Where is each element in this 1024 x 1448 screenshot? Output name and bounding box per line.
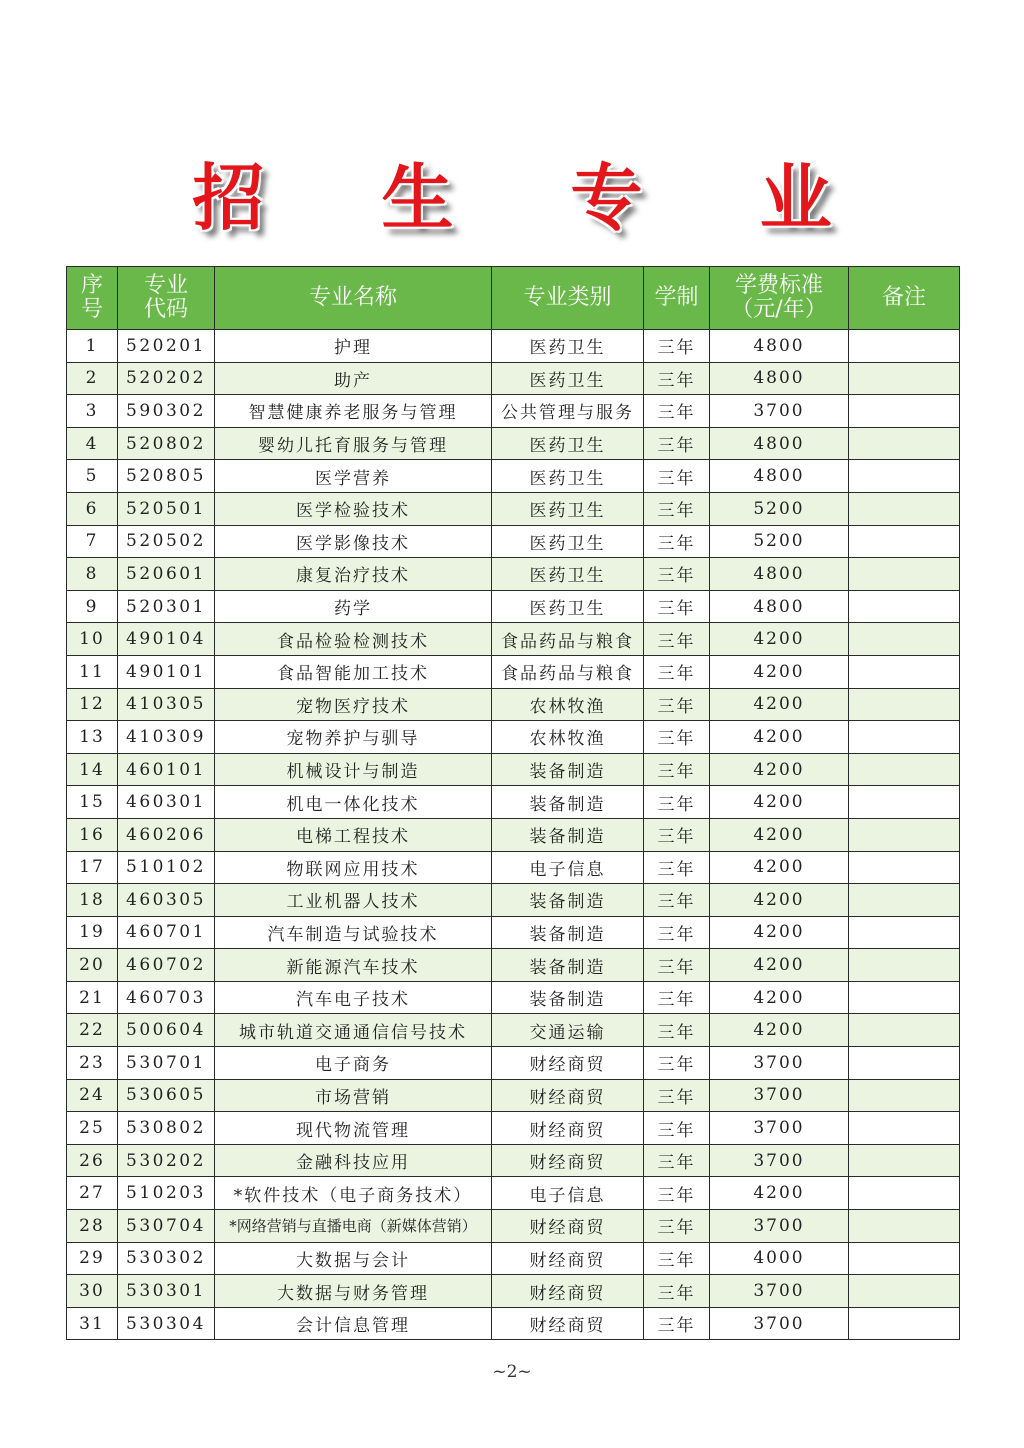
cell-name: 食品检验检测技术: [215, 623, 492, 656]
table-row: [67, 721, 960, 754]
cell-notes: [849, 1177, 960, 1210]
cell-duration: 三年: [644, 1177, 710, 1210]
header-notes: 备注: [849, 267, 960, 330]
cell-duration: 三年: [644, 1112, 710, 1145]
cell-no: 5: [67, 460, 118, 493]
cell-no: 15: [67, 786, 118, 819]
cell-duration: 三年: [644, 851, 710, 884]
cell-category: 农林牧渔: [492, 688, 644, 721]
cell-notes: [849, 525, 960, 558]
table-row: [67, 916, 960, 949]
cell-category: 医药卫生: [492, 525, 644, 558]
cell-notes: [849, 1210, 960, 1243]
cell-code: 490104: [118, 623, 215, 656]
cell-no: 7: [67, 525, 118, 558]
cell-fee: 4800: [710, 590, 849, 623]
cell-no: 22: [67, 1014, 118, 1047]
cell-fee: 4200: [710, 884, 849, 917]
cell-no: 4: [67, 427, 118, 460]
cell-code: 520501: [118, 492, 215, 525]
cell-category: 电子信息: [492, 1177, 644, 1210]
cell-notes: [849, 688, 960, 721]
cell-no: 29: [67, 1242, 118, 1275]
cell-code: 410309: [118, 721, 215, 754]
cell-duration: 三年: [644, 525, 710, 558]
cell-name: 食品智能加工技术: [215, 655, 492, 688]
cell-duration: 三年: [644, 1079, 710, 1112]
cell-notes: [849, 721, 960, 754]
cell-no: 18: [67, 884, 118, 917]
cell-code: 530704: [118, 1210, 215, 1243]
table-row: [67, 1242, 960, 1275]
header-fee: 学费标准 （元/年）: [710, 267, 849, 330]
cell-category: 装备制造: [492, 884, 644, 917]
cell-notes: [849, 753, 960, 786]
cell-code: 520601: [118, 558, 215, 591]
cell-code: 520502: [118, 525, 215, 558]
table-row: [67, 558, 960, 591]
cell-notes: [849, 1047, 960, 1080]
cell-duration: 三年: [644, 590, 710, 623]
cell-duration: 三年: [644, 330, 710, 363]
cell-category: 医药卫生: [492, 330, 644, 363]
cell-no: 27: [67, 1177, 118, 1210]
cell-notes: [849, 395, 960, 428]
page-number: ~2~: [492, 1362, 532, 1382]
cell-category: 电子信息: [492, 851, 644, 884]
cell-fee: 5200: [710, 525, 849, 558]
table-row: [67, 362, 960, 395]
cell-notes: [849, 1242, 960, 1275]
cell-fee: 3700: [710, 1275, 849, 1308]
cell-fee: 4200: [710, 916, 849, 949]
cell-code: 460305: [118, 884, 215, 917]
cell-no: 1: [67, 330, 118, 363]
table-row: [67, 1047, 960, 1080]
cell-code: 530301: [118, 1275, 215, 1308]
cell-name: 康复治疗技术: [215, 558, 492, 591]
table-row: [67, 1275, 960, 1308]
cell-fee: 4200: [710, 688, 849, 721]
cell-category: 财经商贸: [492, 1210, 644, 1243]
table-row: [67, 525, 960, 558]
cell-duration: 三年: [644, 1014, 710, 1047]
cell-fee: 4800: [710, 460, 849, 493]
table-row: [67, 655, 960, 688]
cell-no: 20: [67, 949, 118, 982]
cell-category: 装备制造: [492, 981, 644, 1014]
cell-no: 10: [67, 623, 118, 656]
table-row: [67, 330, 960, 363]
cell-duration: 三年: [644, 395, 710, 428]
cell-no: 30: [67, 1275, 118, 1308]
cell-fee: 4200: [710, 851, 849, 884]
cell-code: 520301: [118, 590, 215, 623]
cell-code: 520805: [118, 460, 215, 493]
cell-fee: 4000: [710, 1242, 849, 1275]
cell-no: 31: [67, 1307, 118, 1340]
cell-name: 大数据与财务管理: [215, 1275, 492, 1308]
cell-code: 500604: [118, 1014, 215, 1047]
table-row: [67, 981, 960, 1014]
cell-category: 医药卫生: [492, 460, 644, 493]
table-row: [67, 492, 960, 525]
cell-category: 医药卫生: [492, 427, 644, 460]
cell-name: 智慧健康养老服务与管理: [215, 395, 492, 428]
cell-code: 530605: [118, 1079, 215, 1112]
cell-name: 药学: [215, 590, 492, 623]
cell-no: 9: [67, 590, 118, 623]
cell-category: 食品药品与粮食: [492, 655, 644, 688]
table-row: [67, 786, 960, 819]
cell-notes: [849, 1275, 960, 1308]
cell-duration: 三年: [644, 753, 710, 786]
cell-code: 460101: [118, 753, 215, 786]
cell-code: 590302: [118, 395, 215, 428]
cell-no: 25: [67, 1112, 118, 1145]
cell-duration: 三年: [644, 1047, 710, 1080]
cell-fee: 3700: [710, 1047, 849, 1080]
page-title: 招 生 专 业: [192, 155, 878, 240]
cell-category: 财经商贸: [492, 1275, 644, 1308]
cell-no: 6: [67, 492, 118, 525]
cell-fee: 4200: [710, 981, 849, 1014]
cell-category: 财经商贸: [492, 1242, 644, 1275]
cell-duration: 三年: [644, 916, 710, 949]
cell-fee: 4200: [710, 1014, 849, 1047]
cell-name: 医学检验技术: [215, 492, 492, 525]
table-row: [67, 590, 960, 623]
cell-category: 财经商贸: [492, 1144, 644, 1177]
cell-notes: [849, 981, 960, 1014]
cell-duration: 三年: [644, 460, 710, 493]
cell-category: 财经商贸: [492, 1047, 644, 1080]
header-category: 专业类别: [492, 267, 644, 330]
cell-name: 电梯工程技术: [215, 818, 492, 851]
cell-code: 410305: [118, 688, 215, 721]
cell-fee: 4800: [710, 330, 849, 363]
table-row: [67, 753, 960, 786]
cell-category: 装备制造: [492, 753, 644, 786]
cell-fee: 3700: [710, 1307, 849, 1340]
cell-code: 520802: [118, 427, 215, 460]
table-row: [67, 1307, 960, 1340]
cell-duration: 三年: [644, 1307, 710, 1340]
table-row: [67, 1079, 960, 1112]
cell-notes: [849, 362, 960, 395]
cell-notes: [849, 330, 960, 363]
cell-name: 助产: [215, 362, 492, 395]
cell-notes: [849, 949, 960, 982]
header-duration: 学制: [644, 267, 710, 330]
cell-category: 装备制造: [492, 949, 644, 982]
cell-code: 460206: [118, 818, 215, 851]
cell-category: 食品药品与粮食: [492, 623, 644, 656]
cell-duration: 三年: [644, 492, 710, 525]
cell-notes: [849, 786, 960, 819]
cell-category: 装备制造: [492, 916, 644, 949]
cell-name: 物联网应用技术: [215, 851, 492, 884]
cell-code: 530302: [118, 1242, 215, 1275]
cell-duration: 三年: [644, 1275, 710, 1308]
cell-name: 机械设计与制造: [215, 753, 492, 786]
cell-notes: [849, 427, 960, 460]
cell-category: 装备制造: [492, 786, 644, 819]
cell-name: 会计信息管理: [215, 1307, 492, 1340]
cell-name: 现代物流管理: [215, 1112, 492, 1145]
cell-duration: 三年: [644, 981, 710, 1014]
table-row: [67, 818, 960, 851]
cell-category: 医药卫生: [492, 558, 644, 591]
cell-duration: 三年: [644, 688, 710, 721]
cell-name: 医学影像技术: [215, 525, 492, 558]
cell-fee: 4200: [710, 655, 849, 688]
cell-fee: 3700: [710, 395, 849, 428]
cell-duration: 三年: [644, 655, 710, 688]
cell-no: 12: [67, 688, 118, 721]
cell-duration: 三年: [644, 1144, 710, 1177]
cell-notes: [849, 623, 960, 656]
cell-duration: 三年: [644, 623, 710, 656]
cell-duration: 三年: [644, 786, 710, 819]
table-row: [67, 1112, 960, 1145]
cell-category: 医药卫生: [492, 590, 644, 623]
cell-code: 460703: [118, 981, 215, 1014]
cell-notes: [849, 851, 960, 884]
cell-duration: 三年: [644, 818, 710, 851]
cell-fee: 3700: [710, 1144, 849, 1177]
cell-name: 电子商务: [215, 1047, 492, 1080]
header-name: 专业名称: [215, 267, 492, 330]
cell-duration: 三年: [644, 1210, 710, 1243]
table-row: [67, 1144, 960, 1177]
table-row: [67, 884, 960, 917]
cell-notes: [849, 1144, 960, 1177]
cell-duration: 三年: [644, 427, 710, 460]
table-row: [67, 851, 960, 884]
cell-notes: [849, 655, 960, 688]
table-row: [67, 395, 960, 428]
cell-notes: [849, 1079, 960, 1112]
cell-duration: 三年: [644, 949, 710, 982]
cell-name: 婴幼儿托育服务与管理: [215, 427, 492, 460]
cell-fee: 4800: [710, 427, 849, 460]
cell-notes: [849, 590, 960, 623]
cell-no: 14: [67, 753, 118, 786]
cell-no: 24: [67, 1079, 118, 1112]
cell-name: 汽车电子技术: [215, 981, 492, 1014]
table-row: [67, 1014, 960, 1047]
cell-name: 新能源汽车技术: [215, 949, 492, 982]
cell-no: 8: [67, 558, 118, 591]
cell-duration: 三年: [644, 362, 710, 395]
cell-notes: [849, 1112, 960, 1145]
table-row: [67, 688, 960, 721]
cell-fee: 4200: [710, 818, 849, 851]
cell-category: 医药卫生: [492, 492, 644, 525]
table-row: [67, 460, 960, 493]
cell-fee: 3700: [710, 1079, 849, 1112]
cell-code: 530802: [118, 1112, 215, 1145]
cell-no: 11: [67, 655, 118, 688]
cell-fee: 3700: [710, 1210, 849, 1243]
cell-duration: 三年: [644, 884, 710, 917]
cell-fee: 4800: [710, 558, 849, 591]
cell-name: *软件技术（电子商务技术）: [215, 1177, 492, 1210]
header-code: 专业 代码: [118, 267, 215, 330]
cell-code: 520202: [118, 362, 215, 395]
header-no: 序 号: [67, 267, 118, 330]
cell-code: 460702: [118, 949, 215, 982]
cell-fee: 4200: [710, 786, 849, 819]
cell-notes: [849, 1307, 960, 1340]
cell-duration: 三年: [644, 721, 710, 754]
cell-category: 财经商贸: [492, 1307, 644, 1340]
cell-no: 16: [67, 818, 118, 851]
cell-category: 农林牧渔: [492, 721, 644, 754]
cell-notes: [849, 492, 960, 525]
cell-fee: 4800: [710, 362, 849, 395]
table-row: [67, 1177, 960, 1210]
cell-name: 医学营养: [215, 460, 492, 493]
cell-no: 23: [67, 1047, 118, 1080]
cell-fee: 4200: [710, 623, 849, 656]
cell-notes: [849, 818, 960, 851]
cell-code: 530202: [118, 1144, 215, 1177]
cell-name: 宠物养护与驯导: [215, 721, 492, 754]
cell-fee: 4200: [710, 721, 849, 754]
cell-notes: [849, 1014, 960, 1047]
cell-category: 医药卫生: [492, 362, 644, 395]
cell-code: 510102: [118, 851, 215, 884]
cell-code: 460301: [118, 786, 215, 819]
cell-name: 汽车制造与试验技术: [215, 916, 492, 949]
cell-name: 工业机器人技术: [215, 884, 492, 917]
cell-no: 13: [67, 721, 118, 754]
cell-name: 护理: [215, 330, 492, 363]
cell-category: 公共管理与服务: [492, 395, 644, 428]
cell-code: 530304: [118, 1307, 215, 1340]
table-row: [67, 427, 960, 460]
cell-duration: 三年: [644, 558, 710, 591]
table-header-row: [67, 267, 960, 330]
cell-no: 19: [67, 916, 118, 949]
cell-no: 2: [67, 362, 118, 395]
cell-no: 28: [67, 1210, 118, 1243]
cell-fee: 4200: [710, 753, 849, 786]
cell-name: 市场营销: [215, 1079, 492, 1112]
cell-name: 宠物医疗技术: [215, 688, 492, 721]
cell-notes: [849, 916, 960, 949]
cell-name: 机电一体化技术: [215, 786, 492, 819]
table-row: [67, 623, 960, 656]
cell-code: 520201: [118, 330, 215, 363]
cell-no: 3: [67, 395, 118, 428]
table-row: [67, 949, 960, 982]
cell-fee: 4200: [710, 1177, 849, 1210]
cell-category: 财经商贸: [492, 1079, 644, 1112]
majors-table: [66, 266, 960, 1340]
cell-category: 交通运输: [492, 1014, 644, 1047]
cell-no: 17: [67, 851, 118, 884]
cell-notes: [849, 558, 960, 591]
cell-duration: 三年: [644, 1242, 710, 1275]
cell-notes: [849, 884, 960, 917]
cell-fee: 5200: [710, 492, 849, 525]
cell-name: 大数据与会计: [215, 1242, 492, 1275]
cell-code: 490101: [118, 655, 215, 688]
cell-category: 财经商贸: [492, 1112, 644, 1145]
cell-category: 装备制造: [492, 818, 644, 851]
cell-code: 510203: [118, 1177, 215, 1210]
cell-fee: 3700: [710, 1112, 849, 1145]
cell-notes: [849, 460, 960, 493]
cell-fee: 4200: [710, 949, 849, 982]
cell-no: 26: [67, 1144, 118, 1177]
cell-name: 城市轨道交通通信信号技术: [215, 1014, 492, 1047]
cell-no: 21: [67, 981, 118, 1014]
cell-name: *网络营销与直播电商（新媒体营销）: [215, 1210, 492, 1243]
table-row: [67, 1210, 960, 1243]
cell-code: 530701: [118, 1047, 215, 1080]
cell-code: 460701: [118, 916, 215, 949]
cell-name: 金融科技应用: [215, 1144, 492, 1177]
